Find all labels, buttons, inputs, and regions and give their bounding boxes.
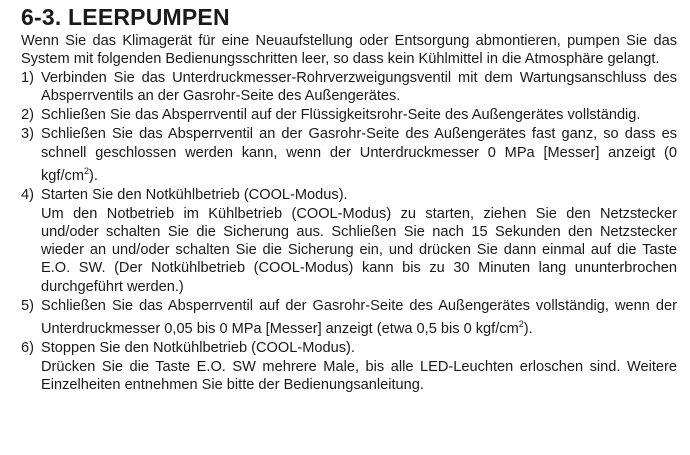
step-number: 1) <box>21 69 34 86</box>
step-detail: Um den Notbetrieb im Kühlbetrieb (COOL-Modus) zu starten, ziehen Sie den Netzstecker und/oder schalten Sie die Sicherung aus. Schließen Sie nach 15 Sekunden den Netzstecker wieder an und/oder schalten Sie die Sicherung ein, und drücken Sie dann einmal auf die Taste E.O. SW. (Der Notkühlbetrieb (COOL-Modus) kann bis zu 30 Minuten lang ununterbrochen durchgeführt werden.) <box>41 205 677 295</box>
step-5 <box>21 297 677 338</box>
step-text: Stoppen Sie den Notkühlbetrieb (COOL-Modus). <box>41 340 355 357</box>
step-text-end: ). <box>523 321 533 338</box>
step-text: Schließen Sie das Absperrventil auf der Flüssigkeitsrohr-Seite des Außengerätes vollständig. <box>41 107 641 124</box>
step-number: 5) <box>21 298 34 315</box>
step-detail: Drücken Sie die Taste E.O. SW mehrere Male, bis alle LED-Leuchten erloschen sind. Weitere Einzelheiten entnehmen Sie bitte der Bedienungsanleitung. <box>41 358 677 394</box>
step-2 <box>21 106 677 124</box>
step-number: 4) <box>21 187 34 204</box>
step-text-main: Schließen Sie das Absperrventil auf der Gasrohr-Seite des Außengerätes vollständig, wenn der Unterdruckmesser 0,05 bis 0 MPa [Messer] anzeigt (etwa 0,5 bis 0 kgf/cm <box>41 298 677 338</box>
step-3 <box>21 125 677 185</box>
step-text: Starten Sie den Notkühlbetrieb (COOL-Modus). <box>41 187 348 204</box>
step-6 <box>21 339 677 394</box>
step-number: 3) <box>21 126 34 143</box>
section-title: 6-3. LEERPUMPEN <box>21 4 230 30</box>
step-number: 6) <box>21 340 34 357</box>
step-text-end: ). <box>89 167 98 184</box>
step-text-main: Schließen Sie das Absperrventil an der Gasrohr-Seite des Außengerätes fast ganz, so dass es schnell geschlossen werden kann, wenn der Unterdruckmesser 0 MPa [Messer] anzeigt (0 kgf/cm <box>41 126 677 184</box>
step-text <box>41 297 677 338</box>
superscript: 2 <box>83 166 89 177</box>
manual-page <box>21 4 677 395</box>
steps-list <box>21 69 677 395</box>
step-1 <box>21 69 677 106</box>
step-4 <box>21 186 677 296</box>
step-text <box>41 125 677 185</box>
step-text: Verbinden Sie das Unterdruckmesser-Rohrverzweigungsventil mit dem Wartungsanschluss des Absperrventils an der Gasrohr-Seite des Außengerätes. <box>41 69 677 104</box>
intro-paragraph: Wenn Sie das Klimagerät für eine Neuaufstellung oder Entsorgung abmontieren, pumpen Sie das System mit folgenden Bedienungsschritten leer, so dass kein Kühlmittel in die Atmosphäre gelangt. <box>21 33 677 68</box>
step-number: 2) <box>21 107 34 124</box>
superscript: 2 <box>518 319 524 330</box>
